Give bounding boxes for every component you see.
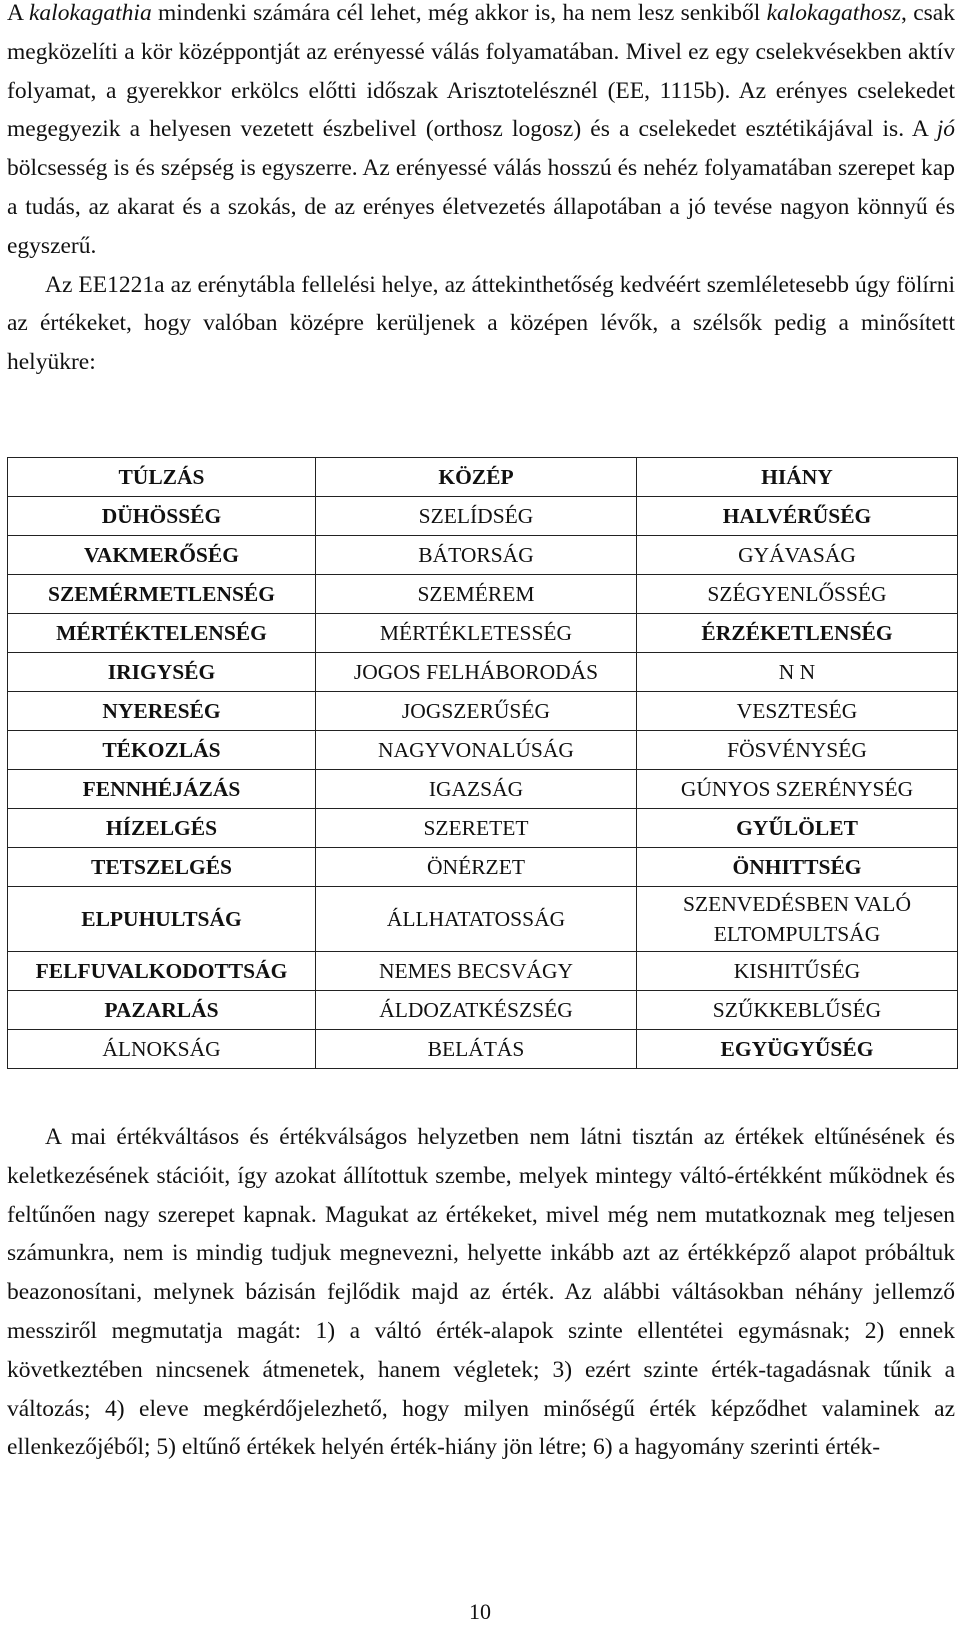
text-run: bölcsesség is és szépség is egyszerre. Az erényessé válás hosszú és nehéz folyamatában szerepet kap a tudás, az akarat és a szokás, de az erényes életvezetés állapotában a jó tevése nagyon könnyű és egyszerű. — [7, 155, 955, 259]
cell-mean: SZERETET — [316, 809, 637, 848]
virtue-table-row — [8, 770, 958, 809]
cell-excess: PAZARLÁS — [8, 991, 316, 1030]
values-paragraph: A mai értékváltásos és értékválságos helyzetben nem látni tisztán az értékek eltűnésének és keletkezésének stációit, így azokat állítottuk szembe, melyek mintegy váltó-értékként működnek és feltűnően nagy szerepet kapnak. Magukat az értékeket, mivel még nem mutatkoznak meg teljesen számunkra, nem is mindig tudjuk megnevezni, helyette inkább azt az értékképző alapot próbáltuk beazonosítani, melynek bázisán fejlődik majd az érték. Az alábbi váltásokban néhány jellemző messziről megmutatja magát: 1) a váltó érték-alapok szinte ellentétei egymásnak; 2) ennek következtében nincsenek átmenetek, hanem végletek; 3) ezért szinte érték-tagadásnak tűnik a változás; 4) eleve megkérdőjelezhető, hogy milyen minőségű érték képződhet valaminek az ellenkezőjéből; 5) eltűnő értékek helyén érték-hiány jön létre; 6) a hagyomány szerinti érték- — [7, 1124, 955, 1461]
intro-paragraph-text — [7, 0, 955, 259]
virtue-table-row — [8, 731, 958, 770]
virtue-table-row — [8, 991, 958, 1030]
cell-excess: SZEMÉRMETLENSÉG — [8, 575, 316, 614]
cell-excess: VAKMERŐSÉG — [8, 536, 316, 575]
cell-excess: FELFUVALKODOTTSÁG — [8, 952, 316, 991]
virtue-table-row — [8, 653, 958, 692]
intro-paragraph-continuation: Az EE1221a az erénytábla fellelési helye, az áttekinthetőség kedvéért szemléletesebb úgy fölírni az értékeket, hogy valóban középre kerüljenek a középen lévők, a szélsők pedig a minősített helyükre: — [7, 271, 955, 376]
cell-deficiency: GYŰLÖLET — [637, 809, 958, 848]
header-deficiency: HIÁNY — [637, 458, 958, 497]
cell-deficiency: ÖNHITTSÉG — [637, 848, 958, 887]
cell-deficiency: SZÉGYENLŐSSÉG — [637, 575, 958, 614]
cell-excess: TÉKOZLÁS — [8, 731, 316, 770]
virtue-table-row — [8, 536, 958, 575]
cell-mean: NEMES BECSVÁGY — [316, 952, 637, 991]
italic-term: kalokagathosz — [766, 0, 902, 26]
cell-deficiency: VESZTESÉG — [637, 692, 958, 731]
cell-excess: DÜHÖSSÉG — [8, 497, 316, 536]
cell-deficiency: N N — [637, 653, 958, 692]
cell-mean: BÁTORSÁG — [316, 536, 637, 575]
virtue-table-header-row — [8, 458, 958, 497]
cell-excess: IRIGYSÉG — [8, 653, 316, 692]
text-run: mindenki számára cél lehet, még akkor is, ha nem lesz senkiből — [151, 0, 767, 26]
virtue-table-body — [8, 497, 958, 1069]
header-excess: TÚLZÁS — [8, 458, 316, 497]
virtue-table-row — [8, 848, 958, 887]
page-number: 10 — [469, 1599, 491, 1624]
cell-excess: HÍZELGÉS — [8, 809, 316, 848]
cell-mean: ÁLLHATATOSSÁG — [316, 887, 637, 952]
virtue-table-row — [8, 809, 958, 848]
virtue-table-row — [8, 614, 958, 653]
cell-mean: SZELÍDSÉG — [316, 497, 637, 536]
text-run: A — [7, 0, 29, 26]
virtue-table-row — [8, 1030, 958, 1069]
cell-deficiency: GYÁVASÁG — [637, 536, 958, 575]
cell-mean: MÉRTÉKLETESSÉG — [316, 614, 637, 653]
cell-deficiency: EGYÜGYŰSÉG — [637, 1030, 958, 1069]
cell-mean: SZEMÉREM — [316, 575, 637, 614]
cell-excess: ELPUHULTSÁG — [8, 887, 316, 952]
cell-mean: JOGOS FELHÁBORODÁS — [316, 653, 637, 692]
virtue-table — [7, 457, 958, 1069]
cell-mean: BELÁTÁS — [316, 1030, 637, 1069]
virtue-table-row — [8, 952, 958, 991]
cell-deficiency: SZENVEDÉSBEN VALÓ ELTOMPULTSÁG — [637, 887, 958, 952]
intro-paragraph — [7, 0, 955, 382]
cell-deficiency: HALVÉRŰSÉG — [637, 497, 958, 536]
text-run: , csak megközelíti a kör középpontját az erényessé válás folyamatában. Mivel ez egy cselekvésekben aktív folyamat, a gyerekkor erkölcs előtti időszak Arisztotelésznél (EE, 1115b). Az erényes cselekedet megegyezik a helyesen vezetett észbelivel (orthosz logosz) és a cselekedet esztétikájával is. A — [7, 0, 955, 143]
cell-mean: ÖNÉRZET — [316, 848, 637, 887]
cell-excess: FENNHÉJÁZÁS — [8, 770, 316, 809]
header-mean: KÖZÉP — [316, 458, 637, 497]
virtue-table-row — [8, 497, 958, 536]
cell-deficiency: GÚNYOS SZERÉNYSÉG — [637, 770, 958, 809]
cell-deficiency: KISHITŰSÉG — [637, 952, 958, 991]
italic-term: jó — [936, 116, 955, 143]
cell-mean: JOGSZERŰSÉG — [316, 692, 637, 731]
cell-mean: NAGYVONALÚSÁG — [316, 731, 637, 770]
cell-mean: IGAZSÁG — [316, 770, 637, 809]
italic-term: kalokagathia — [29, 0, 152, 26]
virtue-table-row — [8, 692, 958, 731]
virtue-table-row — [8, 887, 958, 952]
cell-excess: MÉRTÉKTELENSÉG — [8, 614, 316, 653]
cell-deficiency: SZŰKKEBLŰSÉG — [637, 991, 958, 1030]
cell-mean: ÁLDOZATKÉSZSÉG — [316, 991, 637, 1030]
virtue-table-row — [8, 575, 958, 614]
cell-excess: ÁLNOKSÁG — [8, 1030, 316, 1069]
cell-excess: TETSZELGÉS — [8, 848, 316, 887]
cell-excess: NYERESÉG — [8, 692, 316, 731]
cell-deficiency: ÉRZÉKETLENSÉG — [637, 614, 958, 653]
cell-deficiency: FÖSVÉNYSÉG — [637, 731, 958, 770]
